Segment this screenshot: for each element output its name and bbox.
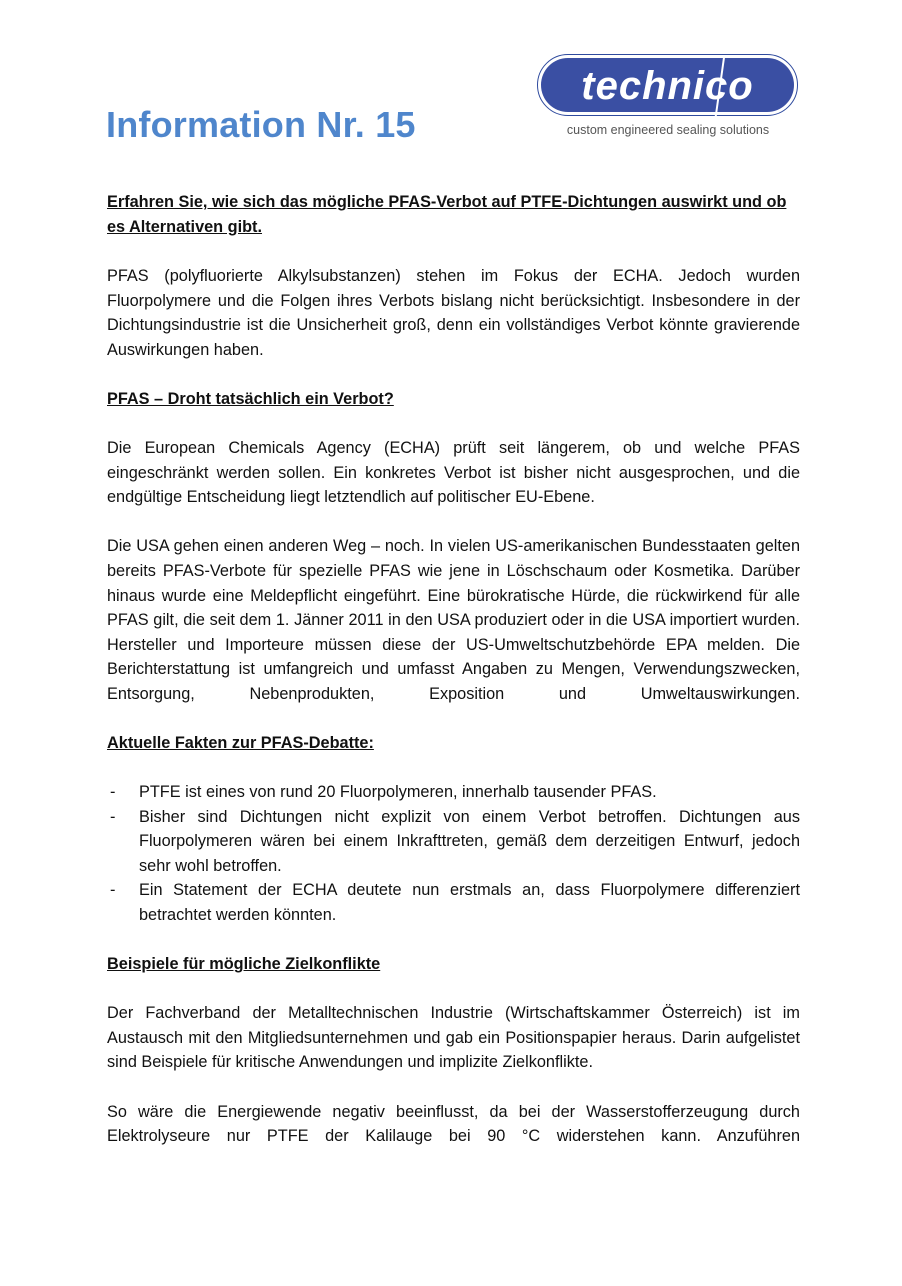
paragraph: Die USA gehen einen anderen Weg – noch. In vielen US-amerikanischen Bundesstaaten gelten bereits PFAS-Verbote für spezielle PFAS wie jene in Löschschaum oder Kosmetika. Darüber hinaus wurde eine Meldepflicht eingeführt. Eine bürokratische Hürde, die rückwirkend für alle PFAS gilt, die seit dem 1. Jänner 2011 in den USA produziert oder in die USA importiert wurden. Hersteller und Importeure müssen diese der US-Umweltschutzbehörde EPA melden. Die Berichterstattung ist umfangreich und umfasst Angaben zu Mengen, Verwendungszwecken, Entsorgung, Nebenprodukten, Exposition und Umweltauswirkungen. bbox=[107, 537, 800, 703]
list-item-text: PTFE ist eines von rund 20 Fluorpolymeren, innerhalb tausender PFAS. bbox=[139, 783, 657, 802]
facts-list bbox=[107, 780, 800, 928]
list-item-text: Ein Statement der ECHA deutete nun erstmals an, dass Fluorpolymere differenziert betrachtet werden könnten. bbox=[139, 881, 800, 925]
list-item bbox=[107, 780, 800, 805]
paragraph: Die European Chemicals Agency (ECHA) prüft seit längerem, ob und welche PFAS eingeschränkt werden sollen. Ein konkretes Verbot ist bisher nicht ausgesprochen, und die endgültige Entscheidung liegt letztendlich auf politischer EU-Ebene. bbox=[107, 438, 800, 507]
section-heading: PFAS – Droht tatsächlich ein Verbot? bbox=[107, 389, 394, 408]
bullet-dash: - bbox=[110, 881, 116, 900]
section-heading: Aktuelle Fakten zur PFAS-Debatte: bbox=[107, 734, 374, 753]
logo-oval-shape bbox=[537, 54, 798, 116]
list-item bbox=[107, 805, 800, 879]
section-intro bbox=[107, 190, 800, 362]
list-item-text: Bisher sind Dichtungen nicht explizit von einem Verbot betroffen. Dichtungen aus Fluorpolymeren wären bei einem Inkrafttreten, gemäß dem derzeitigen Entwurf, jedoch sehr wohl betroffen. bbox=[139, 807, 800, 875]
page-title: Information Nr. 15 bbox=[106, 104, 416, 145]
logo-tagline: custom engineered sealing solutions bbox=[566, 123, 770, 137]
company-logo bbox=[537, 54, 800, 140]
paragraph: Der Fachverband der Metalltechnischen Industrie (Wirtschaftskammer Österreich) ist im Austausch mit den Mitgliedsunternehmen und gab ein Positionspapier heraus. Darin aufgelistet sind Beispiele für kritische Anwendungen und implizite Zielkonflikte. bbox=[107, 1004, 800, 1072]
bullet-dash: - bbox=[110, 807, 116, 826]
section-heading: Erfahren Sie, wie sich das mögliche PFAS-Verbot auf PTFE-Dichtungen auswirkt und ob es Alternativen gibt. bbox=[107, 193, 787, 236]
document-body bbox=[107, 190, 800, 1149]
section-current-facts bbox=[107, 731, 800, 928]
section-conflicts bbox=[107, 952, 800, 1149]
paragraph: PFAS (polyfluorierte Alkylsubstanzen) stehen im Fokus der ECHA. Jedoch wurden Fluorpolymere und die Folgen ihres Verbots bislang nicht berücksichtigt. Insbesondere in der Dichtungsindustrie ist die Unsicherheit groß, denn ein vollständiges Verbot könnte gravierende Auswirkungen haben. bbox=[107, 267, 800, 359]
bullet-dash: - bbox=[110, 783, 116, 802]
paragraph: So wäre die Energiewende negativ beeinflusst, da bei der Wasserstofferzeugung durch Elektrolyseure nur PTFE der Kalilauge bei 90 °C widerstehen kann. Anzuführen bbox=[107, 1102, 800, 1146]
section-ban-threat bbox=[107, 387, 800, 707]
list-item bbox=[107, 878, 800, 927]
logo-wordmark: technico bbox=[581, 64, 754, 108]
section-heading: Beispiele für mögliche Zielkonflikte bbox=[107, 955, 381, 974]
